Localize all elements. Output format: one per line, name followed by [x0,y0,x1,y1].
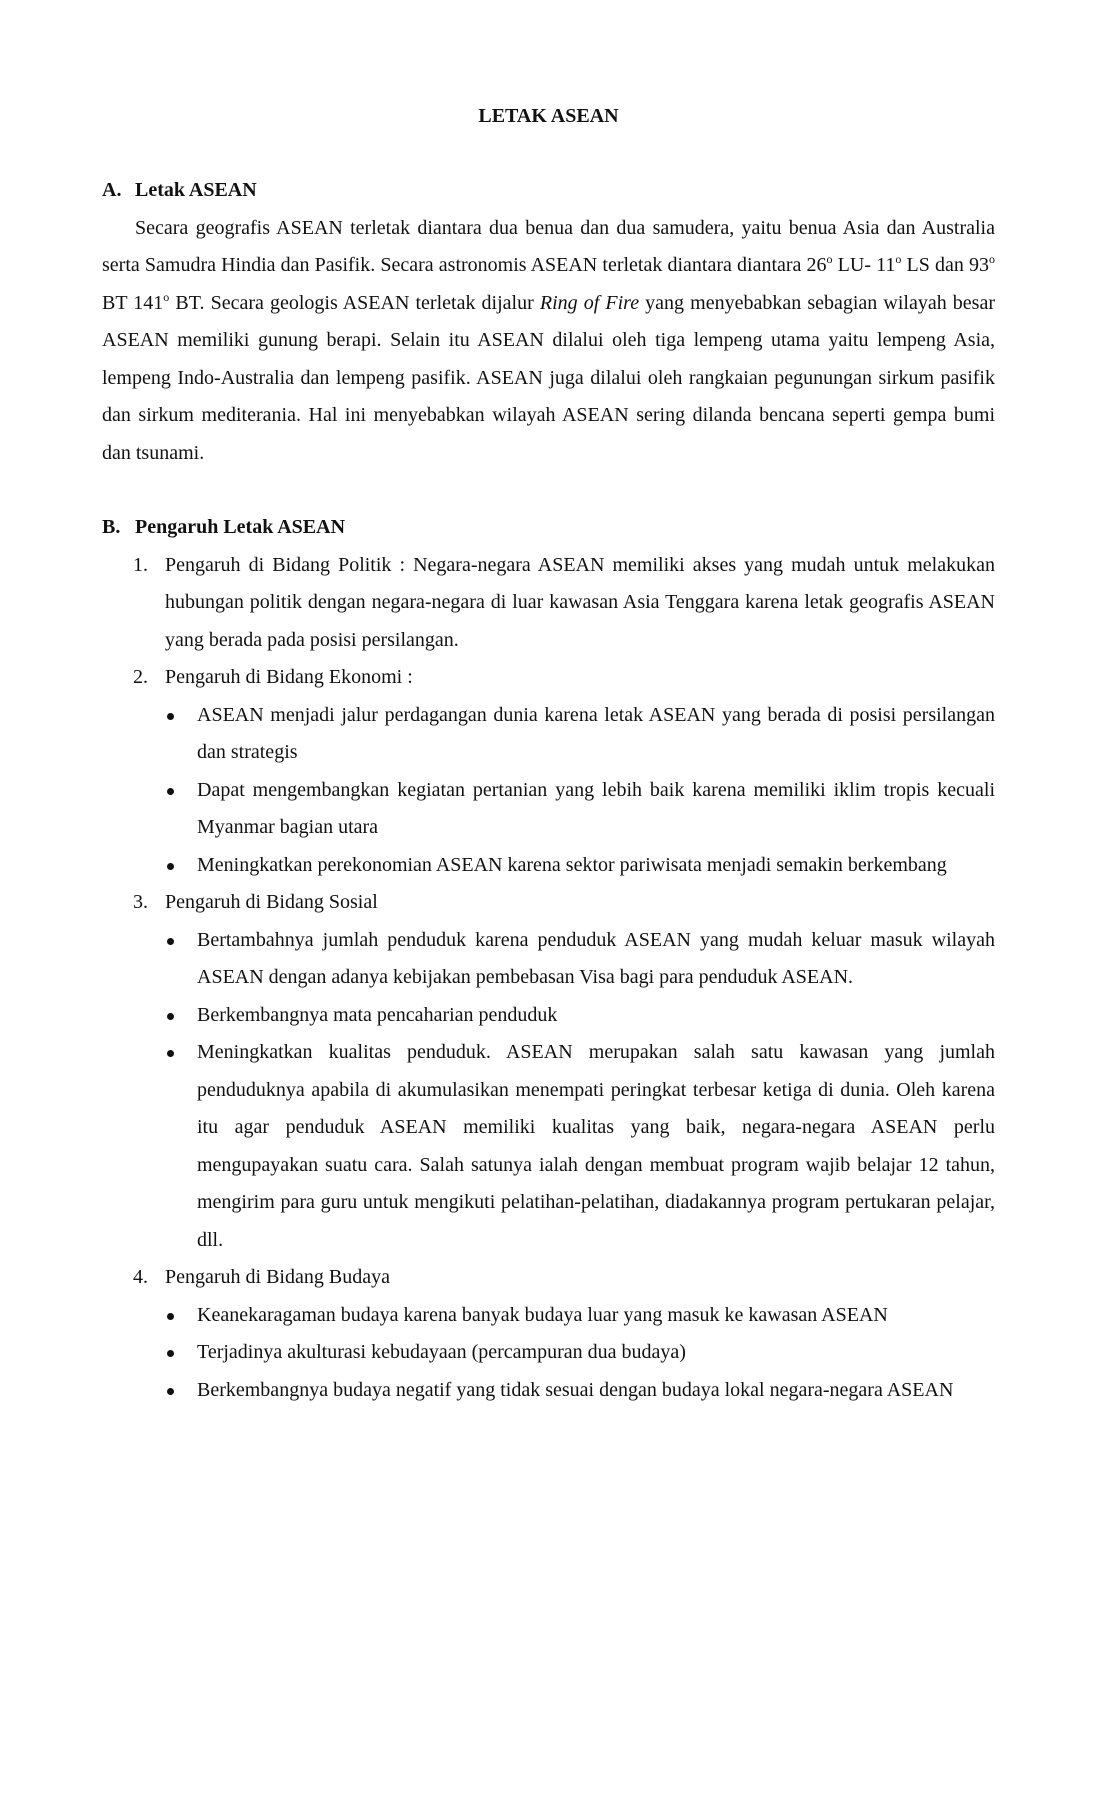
bullet-item [165,847,995,885]
bullet-text: Dapat mengembangkan kegiatan pertanian yang lebih baik karena memiliki iklim tropis kecuali Myanmar bagian utara [197,778,995,838]
text-run: yang menyebabkan sebagian wilayah besar ASEAN memiliki gunung berapi. Selain itu ASEAN dilalui oleh tiga lempeng utama yaitu lempeng Asia, lempeng Indo-Australia dan lempeng pasifik. ASEAN juga dilalui oleh rangkaian pegunungan sirkum pasifik dan sirkum mediterania. Hal ini menyebabkan wilayah ASEAN sering dilanda bencana seperti gempa bumi dan tsunami. [102,291,995,464]
bullet-list [165,1297,995,1410]
list-item-politik [133,547,995,660]
section-a-heading [102,172,995,210]
text-run: BT 141 [102,291,164,314]
bullet-icon [165,1334,197,1372]
bullet-icon [165,1297,197,1335]
text-run: LU- 11 [832,254,896,276]
bullet-icon [165,847,197,885]
bullet-item [165,997,995,1035]
bullet-item [165,922,995,997]
section-letter: A. [102,179,122,201]
bullet-icon [165,997,197,1035]
bullet-text: Meningkatkan perekonomian ASEAN karena sektor pariwisata menjadi semakin berkembang [197,853,947,876]
section-a-paragraph [102,210,995,473]
list-item-text: Pengaruh di Bidang Ekonomi : [165,666,413,688]
bullet-list [165,697,995,885]
bullet-text: Keanekaragaman budaya karena banyak budaya luar yang masuk ke kawasan ASEAN [197,1303,888,1326]
section-b-heading [102,509,995,547]
bullet-icon [165,772,197,847]
bullet-icon [165,697,197,772]
list-item-text: Pengaruh di Bidang Politik : Negara-negara ASEAN memiliki akses yang mudah untuk melakukan hubungan politik dengan negara-negara di luar kawasan Asia Tenggara karena letak geografis ASEAN yang berada pada posisi persilangan. [165,553,995,651]
text-run: BT. Secara geologis ASEAN terletak dijalur [169,291,540,314]
bullet-item [165,697,995,772]
effects-list [102,547,995,1410]
bullet-item [165,772,995,847]
bullet-icon [165,922,197,997]
bullet-text: Berkembangnya budaya negatif yang tidak sesuai dengan budaya lokal negara-negara ASEAN [197,1378,954,1401]
bullet-item [165,1372,995,1410]
list-number: 3. [133,891,148,913]
list-number: 4. [133,1266,148,1288]
section-title: Pengaruh Letak ASEAN [135,516,346,538]
italic-term: Ring of Fire [539,291,640,314]
list-number: 1. [133,553,148,576]
bullet-list [165,922,995,1260]
degree-symbol: o [163,289,170,304]
list-item-budaya [133,1259,995,1409]
section-letter: B. [102,516,121,538]
section-title: Letak ASEAN [135,179,257,201]
list-number: 2. [133,666,148,688]
bullet-text: Meningkatkan kualitas penduduk. ASEAN merupakan salah satu kawasan yang jumlah penduduknya apabila di akumulasikan menempati peringkat terbesar ketiga di dunia. Oleh karena itu agar penduduk ASEAN memiliki kualitas yang baik, negara-negara ASEAN perlu mengupayakan suatu cara. Salah satunya ialah dengan membuat program wajib belajar 12 tahun, mengirim para guru untuk mengikuti pelatihan-pelatihan, diadakannya program pertukaran pelajar, dll. [197,1041,995,1251]
bullet-icon [165,1372,197,1410]
degree-symbol: o [826,252,833,266]
degree-symbol: o [989,252,995,266]
section-b [102,509,995,1409]
bullet-text: Bertambahnya jumlah penduduk karena penduduk ASEAN yang mudah keluar masuk wilayah ASEAN dengan adanya kebijakan pembebasan Visa bagi para penduduk ASEAN. [197,928,995,988]
list-item-text: Pengaruh di Bidang Budaya [165,1266,390,1288]
degree-symbol: o [895,252,902,266]
list-item-ekonomi [133,659,995,884]
bullet-text: Berkembangnya mata pencaharian penduduk [197,1003,558,1026]
text-run: Secara geografis ASEAN terletak diantara dua benua dan dua samudera, yaitu benua Asia dan Australia serta Samudra Hindia dan Pasifik. Secara astronomis ASEAN terletak diantara diantara 26 [102,216,995,276]
bullet-item [165,1334,995,1372]
text-run: LS dan 93 [901,254,989,276]
bullet-text: Terjadinya akulturasi kebudayaan (percampuran dua budaya) [197,1341,686,1363]
document-title: LETAK ASEAN [478,105,619,127]
list-item-text: Pengaruh di Bidang Sosial [165,891,378,913]
bullet-icon [165,1034,197,1259]
section-a [102,172,995,472]
bullet-text: ASEAN menjadi jalur perdagangan dunia karena letak ASEAN yang berada di posisi persilangan dan strategis [197,703,995,763]
bullet-item [165,1034,995,1259]
bullet-item [165,1297,995,1335]
list-item-sosial [133,884,995,1259]
